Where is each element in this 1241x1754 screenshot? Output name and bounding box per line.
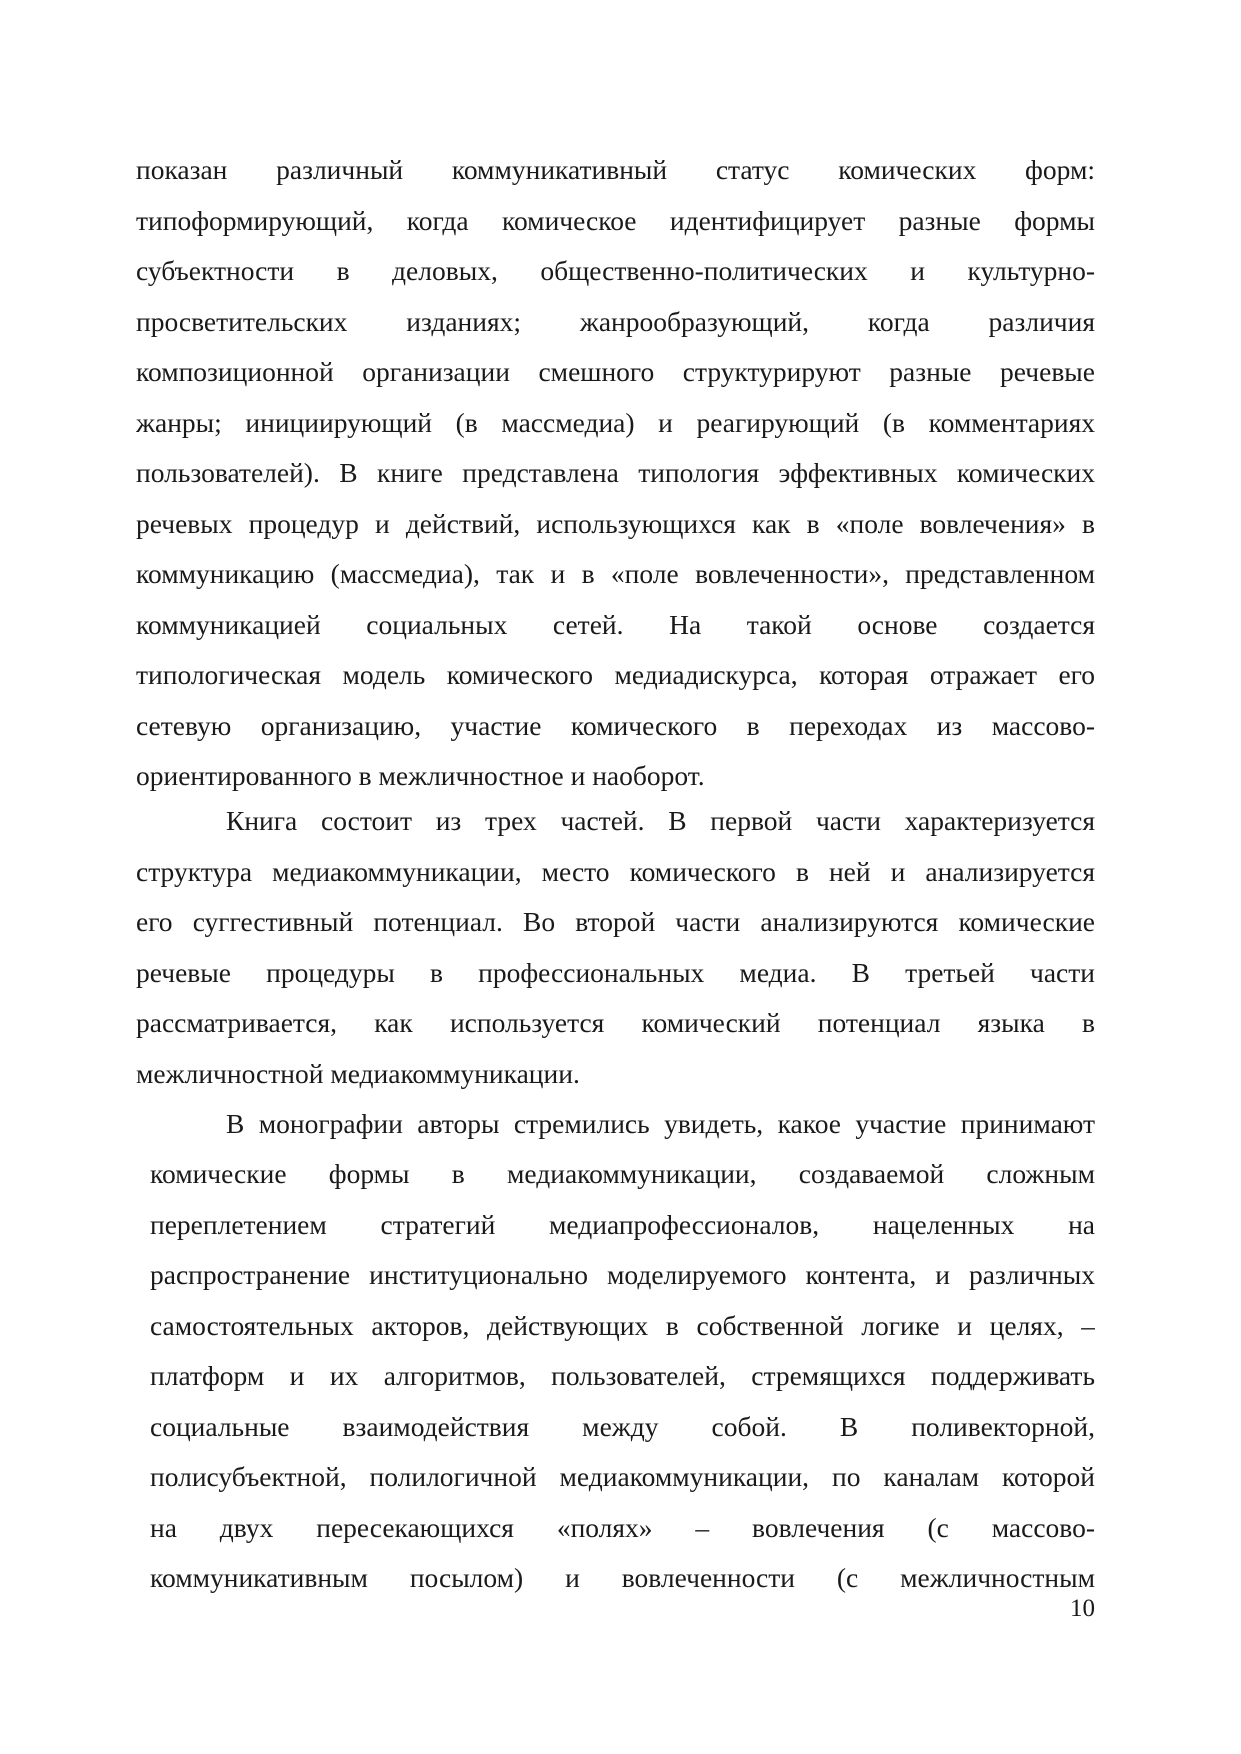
paragraph-3 [150,1149,1095,1604]
text-line: ориентированного в межличностное и наоборот. [136,760,705,791]
text-line: субъектности в деловых, общественно-политических и культурно- [136,255,1095,286]
text-line: рассматривается, как используется комический потенциал языка в [136,1007,1095,1038]
text-line: показан различный коммуникативный статус комических форм: [136,154,1095,185]
text-line: жанры; инициирующий (в массмедиа) и реагирующий (в комментариях [136,406,1095,438]
paragraph-2 [136,796,1095,1099]
text-line: просветительских изданиях; жанрообразующий, когда различия [136,305,1095,337]
text-line: социальные взаимодействия между собой. В поливекторной, [150,1410,1095,1442]
text-line: самостоятельных акторов, действующих в собственной логике и целях, – [150,1309,1095,1341]
text-line: речевых процедур и действий, использующихся как в «поле вовлечения» в [136,507,1095,539]
text-line: коммуникативным посылом) и вовлеченности (с межличностным [150,1562,1095,1593]
text-line: типологическая модель комического медиадискурса, которая отражает его [136,659,1095,690]
text-line: композиционной организации смешного структурируют разные речевые [136,356,1095,387]
paragraph-3-first-line [136,1099,1095,1150]
text-line: его суггестивный потенциал. Во второй части анализируются комические [136,906,1095,937]
text-line: распространение институционально моделируемого контента, и различных [150,1259,1095,1290]
text-line: переплетением стратегий медиапрофессионалов, нацеленных на [150,1208,1095,1240]
text-line: коммуникацией социальных сетей. На такой основе создается [136,608,1095,640]
text-line: речевые процедуры в профессиональных медиа. В третьей части [136,956,1095,988]
paragraph-1 [136,145,1095,802]
text-line: Книга состоит из трех частей. В первой части характеризуется [226,805,1095,836]
text-line: В монографии авторы стремились увидеть, какое участие принимают [226,1108,1095,1139]
text-line: сетевую организацию, участие комического в переходах из массово- [136,709,1095,741]
text-line: комические формы в медиакоммуникации, создаваемой сложным [150,1158,1095,1189]
text-line: платформ и их алгоритмов, пользователей, стремящихся поддерживать [150,1360,1095,1391]
page-number: 10 [1070,1595,1095,1622]
text-line: межличностной медиакоммуникации. [136,1057,580,1089]
text-line: структура медиакоммуникации, место комического в ней и анализируется [136,855,1095,887]
text-line: типоформирующий, когда комическое идентифицирует разные формы [136,204,1095,236]
text-line: коммуникацию (массмедиа), так и в «поле вовлеченности», представленном [136,558,1095,589]
text-line: полисубъектной, полилогичной медиакоммуникации, по каналам которой [150,1461,1095,1492]
text-line: на двух пересекающихся «полях» – вовлечения (с массово- [150,1511,1095,1543]
text-line: пользователей). В книге представлена типология эффективных комических [136,457,1095,488]
